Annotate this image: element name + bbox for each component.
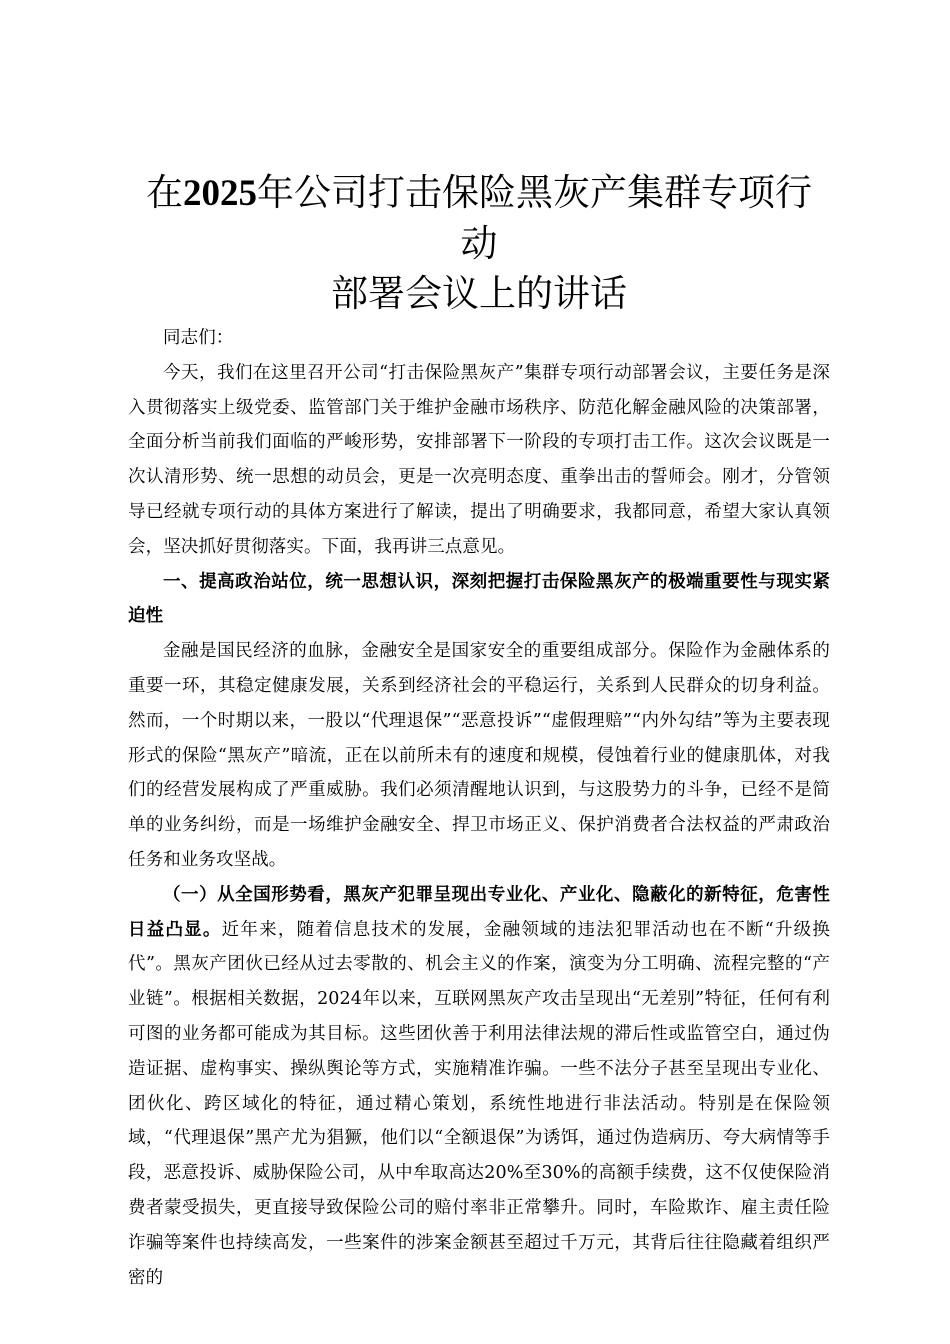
salutation: 同志们：	[163, 328, 234, 348]
title-line1-rest: 年公司打击保险黑灰产集群专项行动	[257, 171, 812, 265]
document-page	[128, 168, 830, 1295]
document-body	[128, 321, 830, 1295]
document-title	[128, 168, 830, 319]
title-year: 2025	[183, 173, 257, 214]
intro-paragraph: 今天，我们在这里召开公司“打击保险黑灰产”集群专项行动部署会议，主要任务是深入贯彻落实上级党委、监管部门关于维护金融市场秩序、防范化解金融风险的决策部署，全面分析当前我们面临的严峻形势，安排部署下一阶段的专项打击工作。这次会议既是一次认清形势、统一思想的动员会，更是一次亮明态度、重拳出击的誓师会。刚才，分管领导已经就专项行动的具体方案进行了解读，提出了明确要求，我都同意，希望大家认真领会，坚决抓好贯彻落实。下面，我再讲三点意见。	[128, 362, 830, 557]
section-1-heading: 一、提高政治站位，统一思想认识，深刻把握打击保险黑灰产的极端重要性与现实紧迫性	[128, 571, 830, 627]
subsection-1-body: 近年来，随着信息技术的发展，金融领域的违法犯罪活动也在不断“升级换代”。黑灰产团伙已经从过去零散的、机会主义的作案，演变为分工明确、流程完整的“产业链”。根据相关数据，2024年以来，互联网黑灰产攻击呈现出“无差别”特征，任何有利可图的业务都可能成为其目标。这些团伙善于利用法律法规的滞后性或监管空白，通过伪造证据、虚构事实、操纵舆论等方式，实施精准诈骗。一些不法分子甚至呈现出专业化、团伙化、跨区域化的特征，通过精心策划，系统性地进行非法活动。特别是在保险领域，“代理退保”黑产尤为猖獗，他们以“全额退保”为诱饵，通过伪造病历、夸大病情等手段，恶意投诉、威胁保险公司，从中牟取高达20%至30%的高额手续费，这不仅使保险消费者蒙受损失，更直接导致保险公司的赔付率非正常攀升。同时，车险欺诈、雇主责任险诈骗等案件也持续高发，一些案件的涉案金额甚至超过千万元，其背后往往隐藏着组织严密的	[128, 919, 831, 1288]
section-1-paragraph: 金融是国民经济的血脉，金融安全是国家安全的重要组成部分。保险作为金融体系的重要一环，其稳定健康发展，关系到经济社会的平稳运行，关系到人民群众的切身利益。然而，一个时期以来，一股以“代理退保”“恶意投诉”“虚假理赔”“内外勾结”等为主要表现形式的保险“黑灰产”暗流，正在以前所未有的速度和规模，侵蚀着行业的健康肌体，对我们的经营发展构成了严重威胁。我们必须清醒地认识到，与这股势力的斗争，已经不是简单的业务纠纷，而是一场维护金融安全、捍卫市场正义、保护消费者合法权益的严肃政治任务和业务攻坚战。	[128, 641, 830, 870]
subsection-1-lead: （一）从全国形势看，黑灰产犯罪呈现出专业化、产业化、隐蔽化的新特征，危害性日益凸显。	[128, 884, 830, 940]
title-line2: 部署会议上的讲话	[331, 272, 627, 315]
title-prefix: 在	[146, 171, 183, 214]
subsection-1-paragraph	[128, 878, 830, 1296]
